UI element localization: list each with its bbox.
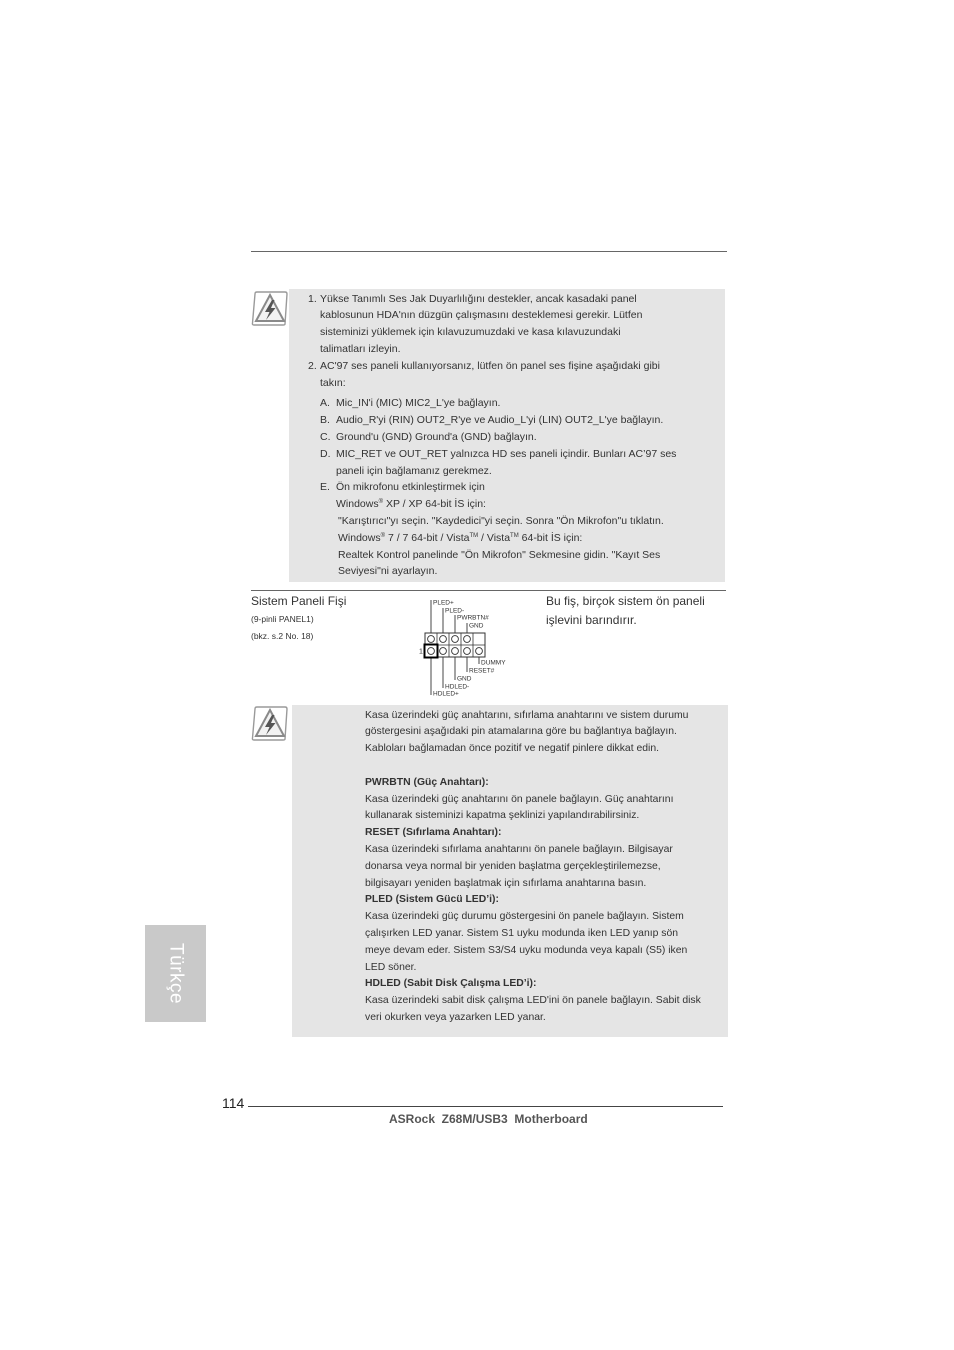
os-line-win7 — [308, 530, 676, 547]
pin-label-gnd-bottom: GND — [457, 675, 472, 683]
os-step-win7: Seviyesi"ni ayarlayın. — [338, 565, 438, 578]
sub-item-letter: A. — [320, 397, 330, 410]
language-tab-label: Türkçe — [165, 942, 187, 1005]
item-number: 2. — [308, 359, 317, 372]
section-line: Kasa üzerindeki güç anahtarını ön panele bağlayın. Güç anahtarını — [365, 793, 674, 805]
top-rule — [251, 251, 727, 252]
section-line: Kasa üzerindeki sıfırlama anahtarını ön panele bağlayın. Bilgisayar — [365, 843, 673, 855]
pin-label-pwrbtn: PWRBTN# — [457, 614, 489, 622]
os-versions: XP / XP 64-bit İS için: — [383, 498, 486, 511]
pin-label-hdled-plus: HDLED+ — [433, 690, 459, 697]
connector-pin — [440, 648, 447, 655]
sub-item-text: Audio_R'yi (RIN) OUT2_R'ye ve Audio_L'yi (LIN) OUT2_L'ye bağlayın. — [336, 414, 664, 427]
section-line: çalışırken LED yanar. Sistem S1 uyku modunda iken LED yanıp sön — [365, 927, 679, 939]
item-number: 1. — [308, 292, 317, 305]
pin-label-hdled-minus: HDLED- — [445, 683, 470, 691]
os-step-xp: "Karıştırıcı"yı seçin. "Kaydedici"yi seçin. Sonra "Ön Mikrofon"u tıklatın. — [338, 514, 664, 527]
footer-product-name: ASRock Z68M/USB3 Motherboard — [389, 1112, 588, 1126]
item-text: Yükse Tanımlı Ses Jak Duyarlılığını destekler, ancak kasadaki panel — [320, 292, 637, 305]
registered-mark: ® — [378, 499, 384, 506]
intro-line: Kabloları bağlamadan önce pozitif ve negatif pinlere dikkat edin. — [365, 743, 660, 755]
intro-line: göstergesini aşağıdaki pin atamalarına göre bu bağlantıya bağlayın. — [365, 726, 677, 738]
section-line: LED söner. — [365, 961, 417, 973]
os-versions: 7 / 7 64-bit / Vista — [385, 531, 470, 544]
sub-item — [308, 446, 676, 463]
section-heading-reset: RESET (Sıfırlama Anahtarı): — [365, 827, 502, 839]
connector-pin — [452, 636, 459, 643]
pin-label-dummy: DUMMY — [481, 659, 506, 667]
list-item — [308, 291, 676, 308]
item-text: kablosunun HDA'nın düzgün çalışmasını desteklemesi gerekir. Lütfen — [320, 309, 643, 322]
section-line: donarsa veya normal bir yeniden başlatma gerçekleştirilemezse, — [365, 860, 661, 872]
connector-pin — [428, 636, 435, 643]
section-line: Kasa üzerindeki güç durumu göstergesini ön panele bağlayın. Sistem — [365, 911, 684, 923]
os-versions: 64-bit İS için: — [518, 531, 583, 544]
connector-pin — [440, 636, 447, 643]
section-line: bilgisayarı yeniden başlatmak için sıfırlama anahtarına basın. — [365, 877, 647, 889]
section-heading-pled: PLED (Sistem Gücü LED’i): — [365, 894, 499, 906]
item-text: sisteminizi yüklemek için kılavuzumuzdaki ve kasa kılavuzundaki — [320, 326, 621, 339]
sub-item-text: Ön mikrofonu etkinleştirmek için — [336, 481, 485, 494]
page-number: 114 — [222, 1095, 245, 1111]
os-step-win7: Realtek Kontrol panelinde "Ön Mikrofon" Sekmesine gidin. "Kayıt Ses — [338, 548, 661, 561]
os-name: Windows — [338, 531, 381, 544]
panel-header-pin-count: (9-pinli PANEL1) — [251, 614, 314, 624]
section-heading-hdled: HDLED (Sabit Disk Çalışma LED’i): — [365, 978, 537, 990]
os-name: Windows — [336, 498, 379, 511]
section-heading-pwrbtn: PWRBTN (Güç Anahtarı): — [365, 776, 489, 788]
sub-item-letter: B. — [320, 414, 330, 427]
list-item — [308, 358, 676, 375]
description-line: işlevini barındırır. — [546, 612, 637, 627]
sub-item-text: Ground'u (GND) Ground'a (GND) bağlayın. — [336, 430, 537, 443]
sub-item-letter: C. — [320, 430, 331, 443]
panel-header-description — [546, 592, 705, 630]
connector-pin — [452, 648, 459, 655]
note-audio-text — [308, 291, 676, 581]
pin-label-gnd-top: GND — [469, 622, 484, 630]
sub-item-text: MIC_RET ve OUT_RET yalnızca HD ses paneli içindir. Bunları AC’97 ses — [336, 447, 677, 460]
note-intro — [365, 708, 701, 758]
pin-label-pled-minus: PLED- — [445, 607, 465, 615]
warning-lightning-icon — [251, 289, 289, 327]
section-line: meye devam eder. Sistem S3/S4 uyku modunda veya kapalı (S5) iken — [365, 944, 688, 956]
section-line: Kasa üzerindeki sabit disk çalışma LED'ini ön panele bağlayın. Sabit disk — [365, 995, 701, 1007]
sub-item-letter: D. — [320, 447, 331, 460]
pin-label-reset: RESET# — [469, 667, 495, 675]
registered-mark: ® — [380, 532, 386, 539]
section-line: kullanarak sisteminizi kapatma şeklinizi yapılandırabilirsiniz. — [365, 810, 640, 822]
pin1-label: 1 — [419, 648, 423, 656]
sub-item — [308, 429, 676, 446]
warning-lightning-icon — [251, 704, 289, 742]
intro-line: Kasa üzerindeki güç anahtarını, sıfırlama anahtarını ve sistem durumu — [365, 709, 689, 721]
panel-header-title: Sistem Paneli Fişi — [251, 593, 347, 608]
trademark-mark: TM — [469, 532, 479, 539]
sub-item-text: Mic_IN'i (MIC) MIC2_L'ye bağlayın. — [336, 397, 501, 410]
sub-item — [308, 479, 676, 496]
sub-item — [308, 412, 676, 429]
language-side-tab — [145, 925, 206, 1022]
item-text: AC'97 ses paneli kullanıyorsanız, lütfen ön panel ses fişine aşağıdaki gibi — [320, 359, 660, 372]
connector-pin — [464, 636, 471, 643]
item-text: takın: — [320, 376, 346, 389]
os-versions: / Vista — [478, 531, 511, 544]
item-text: talimatları izleyin. — [320, 342, 401, 355]
description-line: Bu fiş, birçok sistem ön paneli — [546, 593, 705, 608]
note-front-panel-text — [365, 708, 701, 1027]
footer-rule — [248, 1106, 723, 1107]
sub-item-text: paneli için bağlamanız gerekmez. — [336, 464, 492, 477]
section-line: veri okurken veya yazarken LED yanar. — [365, 1011, 546, 1023]
os-line-xp — [308, 496, 676, 513]
connector-pin — [464, 648, 471, 655]
panel-header-reference: (bkz. s.2 No. 18) — [251, 631, 314, 641]
trademark-mark: TM — [510, 532, 519, 539]
panel-connector-diagram — [415, 595, 510, 697]
connector-pin — [428, 648, 435, 655]
pin-label-pled-plus: PLED+ — [433, 599, 454, 607]
sub-item — [308, 395, 676, 412]
sub-item-letter: E. — [320, 481, 330, 494]
connector-pin — [476, 648, 483, 655]
